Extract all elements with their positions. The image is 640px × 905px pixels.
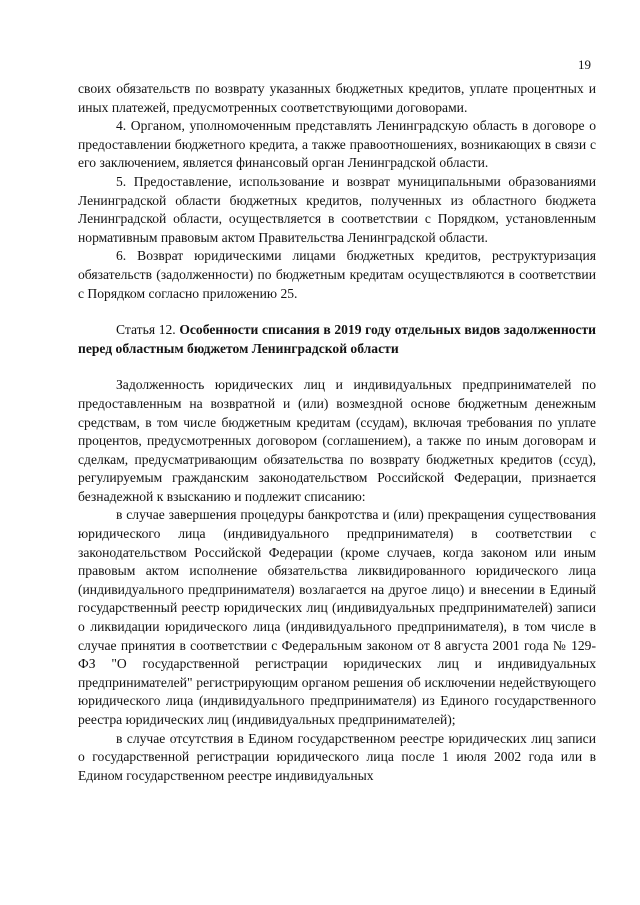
document-body [78, 80, 596, 785]
article-title: Особенности списания в 2019 году отдельных видов задолженности перед областным бюджетом Ленинградской области [78, 322, 596, 356]
paragraph-case-bankruptcy: в случае завершения процедуры банкротства и (или) прекращения существования юридического лица (индивидуального предпринимателя) в соответствии с законодательством Российской Федерации (кроме случаев, когда законом или иным правовым актом исполнение обязательства ликвидированного юридического лица (индивидуального предпринимателя) возлагается на другое лицо) и внесении в Единый государственный реестр юридических лиц (индивидуальных предпринимателей) записи о ликвидации юридического лица (индивидуального предпринимателя), в том числе в случае принятия в соответствии с Федеральным законом от 8 августа 2001 года № 129-ФЗ "О государственной регистрации юридических лиц и индивидуальных предпринимателей" регистрирующим органом решения об исключении недействующего юридического лица (индивидуального предпринимателя) из Единого государственного реестра юридических лиц (индивидуальных предпринимателей); [78, 507, 596, 727]
article-heading [78, 321, 596, 358]
page-number: 19 [578, 57, 591, 72]
paragraph-item-5: 5. Предоставление, использование и возврат муниципальными образованиями Ленинградской области бюджетных кредитов, полученных из областного бюджета Ленинградской области, осуществляется в соответствии с Порядком, установленным нормативным правовым актом Правительства Ленинградской области. [78, 173, 596, 245]
paragraph-item-4: 4. Органом, уполномоченным представлять Ленинградскую область в договоре о предоставлении бюджетного кредита, а также правоотношениях, возникающих в связи с его заключением, является финансовый орган Ленинградской области. [78, 118, 596, 171]
paragraph-item-6: 6. Возврат юридическими лицами бюджетных кредитов, реструктуризация обязательств (задолженности) по бюджетным кредитам осуществляются в соответствии с Порядком согласно приложению 25. [78, 248, 596, 301]
article-number: Статья 12. [116, 322, 180, 338]
paragraph-continuation: своих обязательств по возврату указанных бюджетных кредитов, уплате процентных и иных платежей, предусмотренных соответствующими договорами. [78, 81, 596, 115]
paragraph-debt-main: Задолженность юридических лиц и индивидуальных предпринимателей по предоставленным на возвратной и (или) возмездной основе бюджетным денежным средствам, в том числе бюджетным кредитам (ссудам), включая требования по уплате процентов, предусмотренных договором (соглашением), а также по иным договорам и сделкам, предусматривающим обязательства по возврату бюджетных кредитов (ссуд), регулируемым гражданским законодательством Российской Федерации, признается безнадежной к взысканию и подлежит списанию: [78, 377, 596, 504]
paragraph-case-no-record: в случае отсутствия в Едином государственном реестре юридических лиц записи о государственной регистрации юридического лица после 1 июля 2002 года или в Едином государственном реестре индивидуальных [78, 730, 596, 783]
